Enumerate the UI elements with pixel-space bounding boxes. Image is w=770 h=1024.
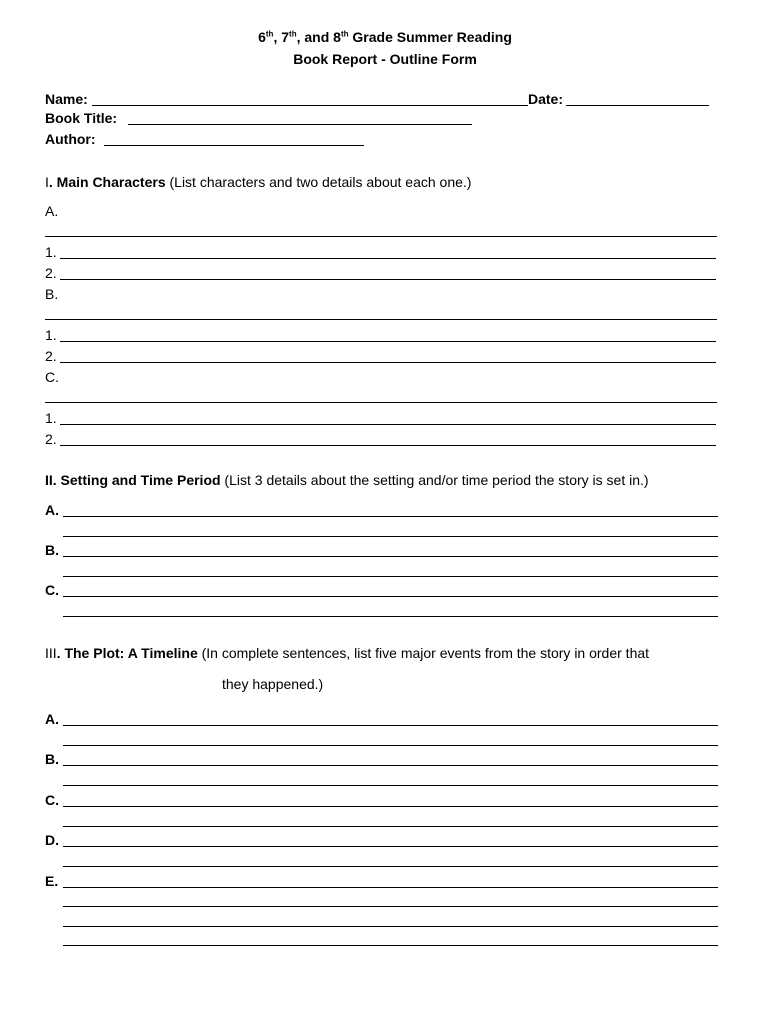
- book-title-label: Book Title:: [45, 110, 118, 126]
- character-c-detail-2-line[interactable]: [60, 445, 716, 446]
- detail-1-label: 1.: [45, 244, 57, 260]
- detail-2-label: 2.: [45, 431, 57, 447]
- plot-e-line-2[interactable]: [63, 906, 718, 907]
- character-b-detail-1-line[interactable]: [60, 341, 716, 342]
- detail-2-label: 2.: [45, 265, 57, 281]
- setting-c-label: C.: [45, 582, 59, 598]
- detail-1-label: 1.: [45, 410, 57, 426]
- plot-a-line-1[interactable]: [63, 725, 718, 726]
- section-3-instructions-cont: they happened.): [222, 676, 324, 692]
- plot-e-line-1[interactable]: [63, 887, 718, 888]
- setting-c-line-2[interactable]: [63, 616, 718, 617]
- plot-e-line-3[interactable]: [63, 926, 718, 927]
- character-c-detail-1-line[interactable]: [60, 424, 716, 425]
- plot-d-line-1[interactable]: [63, 846, 718, 847]
- character-a-label: A.: [45, 203, 59, 219]
- setting-a-line-1[interactable]: [63, 516, 718, 517]
- plot-e-line-4[interactable]: [63, 945, 718, 946]
- date-label: Date:: [528, 91, 564, 107]
- character-b-label: B.: [45, 286, 59, 302]
- setting-b-line-1[interactable]: [63, 556, 718, 557]
- setting-b-label: B.: [45, 542, 59, 558]
- plot-c-label: C.: [45, 792, 59, 808]
- section-2-heading: II. Setting and Time Period (List 3 details about the setting and/or time period the story is set in.): [45, 472, 649, 488]
- author-line[interactable]: [104, 145, 364, 146]
- plot-b-line-1[interactable]: [63, 765, 718, 766]
- character-b-line[interactable]: [45, 319, 717, 320]
- page-subtitle: Book Report - Outline Form: [293, 51, 477, 67]
- book-title-line[interactable]: [128, 124, 472, 125]
- plot-b-line-2[interactable]: [63, 785, 718, 786]
- character-b-detail-2-line[interactable]: [60, 362, 716, 363]
- plot-a-line-2[interactable]: [63, 745, 718, 746]
- setting-b-line-2[interactable]: [63, 576, 718, 577]
- character-c-line[interactable]: [45, 402, 717, 403]
- plot-b-label: B.: [45, 751, 59, 767]
- plot-e-label: E.: [45, 873, 59, 889]
- detail-2-label: 2.: [45, 348, 57, 364]
- section-3-heading: III. The Plot: A Timeline (In complete sentences, list five major events from the story in order that: [45, 645, 650, 661]
- section-1-heading: I. Main Characters (List characters and two details about each one.): [45, 174, 472, 190]
- page-title: 6th, 7th, and 8th Grade Summer Reading: [258, 29, 512, 45]
- detail-1-label: 1.: [45, 327, 57, 343]
- character-a-detail-1-line[interactable]: [60, 258, 716, 259]
- character-c-label: C.: [45, 369, 59, 385]
- name-line[interactable]: [92, 105, 528, 106]
- name-label: Name:: [45, 91, 88, 107]
- plot-a-label: A.: [45, 711, 59, 727]
- character-a-detail-2-line[interactable]: [60, 279, 716, 280]
- plot-d-label: D.: [45, 832, 59, 848]
- setting-c-line-1[interactable]: [63, 596, 718, 597]
- character-a-line[interactable]: [45, 236, 717, 237]
- setting-a-line-2[interactable]: [63, 536, 718, 537]
- setting-a-label: A.: [45, 502, 59, 518]
- plot-c-line-2[interactable]: [63, 826, 718, 827]
- author-label: Author:: [45, 131, 96, 147]
- plot-d-line-2[interactable]: [63, 866, 718, 867]
- date-line[interactable]: [566, 105, 709, 106]
- plot-c-line-1[interactable]: [63, 806, 718, 807]
